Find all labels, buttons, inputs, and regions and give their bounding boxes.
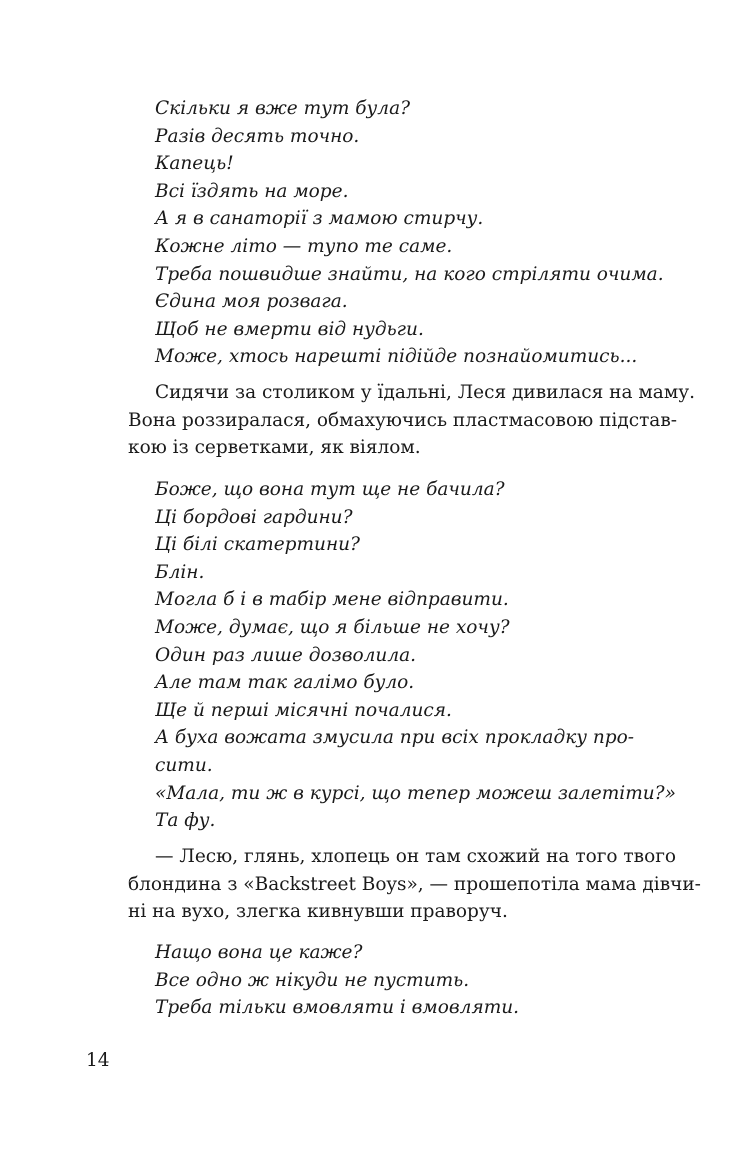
monologue-line: сити. [155, 754, 213, 776]
monologue-line: Та фу. [155, 810, 216, 832]
monologue-line: А буха вожата змусила при всіх прокладку про- [155, 727, 634, 749]
paragraph-line: кою із серветками, як віялом. [128, 437, 421, 459]
monologue-line: Всі їздять на море. [155, 180, 349, 202]
monologue-line: Все одно ж нікуди не пустить. [155, 969, 470, 991]
monologue-line: Один раз лише дозволила. [155, 644, 417, 666]
monologue-line: Скільки я вже тут була? [155, 98, 411, 119]
monologue-line: Єдина моя розвага. [155, 291, 348, 313]
monologue-line: Треба тільки вмовляти і вмовляти. [155, 997, 520, 1019]
monologue-line: Боже, що вона тут ще не бачила? [155, 479, 505, 500]
monologue-line: Кожне літо — тупо те саме. [155, 235, 453, 257]
narrative-paragraph-1 [128, 379, 695, 462]
inner-monologue-1 [128, 95, 663, 371]
paragraph-line: блондина з «Backstreet Boys», — прошепотіла мама дівчи- [128, 873, 701, 895]
monologue-line: Може, хтось нарешті підійде познайомитись... [155, 346, 638, 368]
monologue-line: А я в санаторії з мамою стирчу. [155, 208, 484, 230]
paragraph-line: Сидячи за столиком у їдальні, Леся дивилася на маму. [155, 382, 695, 403]
page-number: 14 [86, 1050, 110, 1071]
monologue-line: Але там так галімо було. [155, 672, 415, 694]
monologue-line: Ще й перші місячні почалися. [155, 699, 452, 721]
paragraph-line: Вона роззиралася, обмахуючись пластмасовою підстав- [128, 409, 678, 431]
monologue-line: Ці білі скатертини? [155, 534, 360, 556]
monologue-line: Разів десять точно. [155, 125, 360, 147]
monologue-line: Може, думає, що я більше не хочу? [155, 616, 510, 638]
monologue-line: Могла б і в табір мене відправити. [155, 589, 509, 611]
inner-monologue-2 [128, 476, 676, 835]
narrative-paragraph-2 [128, 843, 701, 926]
monologue-line: Капець! [155, 153, 234, 175]
monologue-line: Блін. [155, 561, 205, 583]
monologue-line: Щоб не вмерти від нудьги. [155, 318, 424, 340]
monologue-line: «Мала, ти ж в курсі, що тепер можеш залетіти?» [155, 782, 676, 804]
paragraph-line: ні на вухо, злегка кивнувши праворуч. [128, 901, 508, 923]
monologue-line: Ці бордові гардини? [155, 506, 353, 528]
monologue-line: Нащо вона це каже? [155, 942, 363, 963]
paragraph-line: — Лесю, глянь, хлопець он там схожий на того твого [155, 846, 677, 867]
inner-monologue-3 [128, 939, 663, 1022]
monologue-line: Треба пошвидше знайти, на кого стріляти очима. [155, 263, 664, 285]
